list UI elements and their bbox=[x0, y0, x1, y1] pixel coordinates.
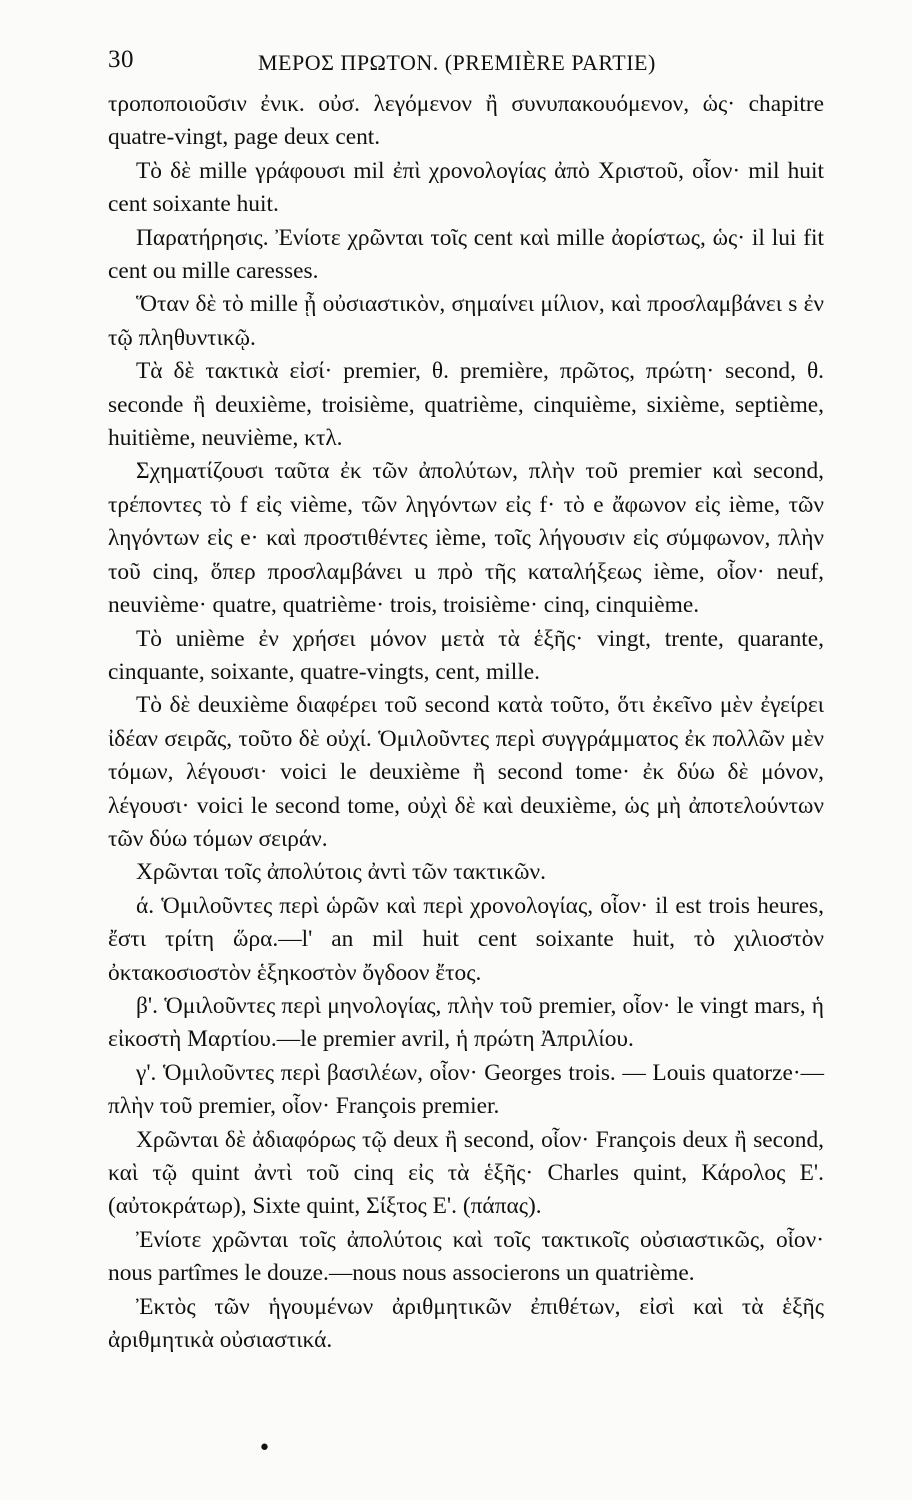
paragraph: Τὸ δὲ deuxième διαφέρει τοῦ second κατὰ τοῦτο, ὅτι ἐκεῖνο μὲν ἐγείρει ἰδέαν σειρᾶς, τοῦτο δὲ οὐχί. Ὁμιλοῦντες περὶ συγγράμματος ἐκ πολλῶν μὲν τόμων, λέγουσι· voici le deuxième ἢ second tome· ἐκ δύω δὲ μόνον, λέγουσι· voici le second tome, οὐχὶ δὲ καὶ deuxième, ὡς μὴ ἀποτελούντων τῶν δύω τόμων σειράν. bbox=[108, 692, 824, 852]
paragraph: Τὸ unième ἐν χρήσει μόνον μετὰ τὰ ἑξῆς· vingt, trente, quarante, cinquante, soixante, quatre-vingts, cent, mille. bbox=[108, 625, 824, 685]
paragraph: β'. Ὁμιλοῦντες περὶ μηνολογίας, πλὴν τοῦ premier, οἷον· le vingt mars, ἡ εἰκοστὴ Μαρτίου.—le premier avril, ἡ πρώτη Ἀπριλίου. bbox=[108, 992, 824, 1053]
paragraph: Χρῶνται τοῖς ἀπολύτοις ἀντὶ τῶν τακτικῶν. bbox=[136, 859, 546, 886]
paragraph: Ὅταν δὲ τὸ mille ᾖ οὐσιαστικὸν, σημαίνει μίλιον, καὶ προσλαμβάνει s ἐν τῷ πληθυντικῷ. bbox=[108, 291, 824, 351]
footer-mark: • bbox=[258, 1436, 271, 1461]
paragraph: ά. Ὁμιλοῦντες περὶ ὡρῶν καὶ περὶ χρονολογίας, οἷον· il est trois heures, ἔστι τρίτη ὥρα.—l' an mil huit cent soixante huit, τὸ χιλιοστὸν ὀκτακοσιοστὸν ἑξηκοστὸν ὄγδοον ἔτος. bbox=[108, 892, 824, 986]
paragraph: Χρῶνται δὲ ἀδιαφόρως τῷ deux ἢ second, οἷον· François deux ἢ second, καὶ τῷ quint ἀντὶ τοῦ cinq εἰς τὰ ἑξῆς· Charles quint, Κάρολος Ε'. (αὐτοκράτωρ), Sixte quint, Σίξτος Ε'. (πάπας). bbox=[108, 1126, 824, 1220]
page-header bbox=[108, 42, 828, 78]
page-number: 30 bbox=[108, 46, 134, 73]
paragraph: Ἐνίοτε χρῶνται τοῖς ἀπολύτοις καὶ τοῖς τακτικοῖς οὐσιαστικῶς, οἷον· nous partîmes le douze.—nous nous associerons un quatrième. bbox=[108, 1226, 824, 1287]
body-text bbox=[108, 88, 824, 1357]
paragraph: Τὸ δὲ mille γράφουσι mil ἐπὶ χρονολογίας ἀπὸ Χριστοῦ, οἷον· mil huit cent soixante huit. bbox=[108, 157, 824, 218]
running-title: ΜΕΡΟΣ ΠΡΩΤΟΝ. (PREMIÈRE PARTIE) bbox=[258, 50, 656, 75]
paragraph: Ἐκτὸς τῶν ἡγουμένων ἀριθμητικῶν ἐπιθέτων, εἰσὶ καὶ τὰ ἑξῆς ἀριθμητικὰ οὐσιαστικά. bbox=[108, 1293, 824, 1354]
paragraph: Σχηματίζουσι ταῦτα ἐκ τῶν ἀπολύτων, πλὴν τοῦ premier καὶ second, τρέποντες τὸ f εἰς vième, τῶν ληγόντων εἰς f· τὸ e ἄφωνον εἰς ième, τῶν ληγόντων εἰς e· καὶ προστιθέντες ième, τοῖς λήγουσιν εἰς σύμφωνον, πλὴν τοῦ cinq, ὅπερ προσλαμβάνει u πρὸ τῆς καταλήξεως ième, οἷον· neuf, neuvième· quatre, quatrième· trois, troisième· cinq, cinquième. bbox=[108, 458, 824, 619]
paragraph: γ'. Ὁμιλοῦντες περὶ βασιλέων, οἷον· Georges trois. — Louis quatorze·—πλὴν τοῦ premier, οἷον· François premier. bbox=[108, 1059, 824, 1120]
paragraph: τροποποιοῦσιν ἐνικ. οὐσ. λεγόμενον ἢ συνυπακουόμενον, ὡς· chapitre quatre-vingt, page deux cent. bbox=[108, 91, 824, 151]
paragraph: Παρατήρησις. Ἐνίοτε χρῶνται τοῖς cent καὶ mille ἀορίστως, ὡς· il lui fit cent ou mille caresses. bbox=[108, 224, 824, 285]
paragraph: Τὰ δὲ τακτικὰ εἰσί· premier, θ. première, πρῶτος, πρώτη· second, θ. seconde ἢ deuxième, troisième, quatrième, cinquième, sixième, septième, huitième, neuvième, κτλ. bbox=[108, 358, 824, 452]
